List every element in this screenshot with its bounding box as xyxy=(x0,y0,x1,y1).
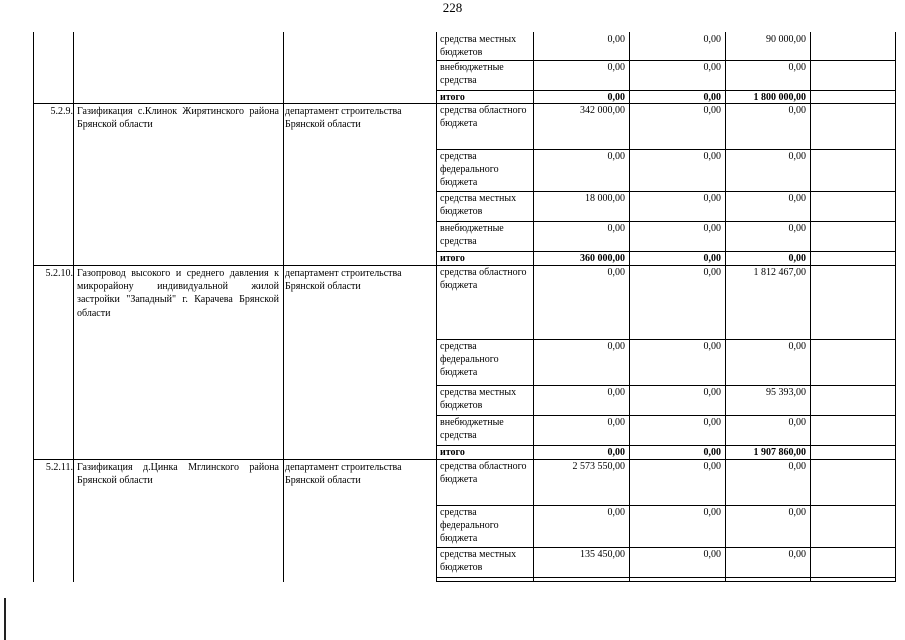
amount-value: 0,00 xyxy=(607,34,625,45)
amount-value: 18 000,00 xyxy=(585,193,625,204)
amount-value: 0,00 xyxy=(703,461,721,472)
row-divider xyxy=(436,577,895,578)
column-divider xyxy=(283,32,284,582)
amount-value: 0,00 xyxy=(703,549,721,560)
amount-value: 0,00 xyxy=(703,253,721,264)
amount-value: 0,00 xyxy=(788,62,806,73)
amount-value: 0,00 xyxy=(703,267,721,278)
page-number: 228 xyxy=(442,0,463,15)
amount-value: 0,00 xyxy=(607,62,625,73)
amount-value: 0,00 xyxy=(607,417,625,428)
amount-value: 0,00 xyxy=(788,341,806,352)
column-divider xyxy=(73,32,74,582)
amount-value: 0,00 xyxy=(703,34,721,45)
amount-value: 0,00 xyxy=(788,223,806,234)
funding-source-label: средства федерального бюджета xyxy=(440,151,499,189)
amount-value: 95 393,00 xyxy=(766,387,806,398)
project-name: Газопровод высокого и среднего давления к микрорайону индивидуальной жилой застройки "Западный" г. Карачева Брянской области xyxy=(77,268,279,319)
amount-value: 0,00 xyxy=(788,193,806,204)
budget-table xyxy=(33,32,896,582)
responsible-department: департамент строительства Брянской области xyxy=(285,106,402,131)
amount-value: 0,00 xyxy=(703,151,721,162)
amount-value: 0,00 xyxy=(703,447,721,458)
amount-value: 0,00 xyxy=(607,223,625,234)
funding-source-label: средства областного бюджета xyxy=(440,105,527,130)
amount-value: 0,00 xyxy=(788,105,806,116)
column-divider xyxy=(810,32,811,582)
project-name: Газификация с.Клинок Жирятинского района Брянской области xyxy=(77,106,279,131)
funding-source-label: средства местных бюджетов xyxy=(440,387,517,412)
amount-value: 0,00 xyxy=(788,549,806,560)
amount-value: 0,00 xyxy=(703,193,721,204)
funding-source-label: средства местных бюджетов xyxy=(440,193,517,218)
amount-value: 360 000,00 xyxy=(580,253,625,264)
amount-value: 0,00 xyxy=(788,507,806,518)
funding-source-label: итого xyxy=(440,447,465,458)
amount-value: 1 812 467,00 xyxy=(753,267,806,278)
project-name: Газификация д.Цинка Мглинского района Брянской области xyxy=(77,462,279,487)
amount-value: 0,00 xyxy=(703,387,721,398)
funding-source-label: внебюджетные средства xyxy=(440,417,504,442)
amount-value: 1 800 000,00 xyxy=(753,92,806,102)
amount-value: 0,00 xyxy=(607,267,625,278)
amount-value: 0,00 xyxy=(703,223,721,234)
amount-value: 0,00 xyxy=(703,105,721,116)
funding-source-label: итого xyxy=(440,253,465,264)
project-code: 5.2.10. xyxy=(45,268,73,279)
amount-value: 90 000,00 xyxy=(766,34,806,45)
project-code: 5.2.9. xyxy=(50,106,73,117)
column-divider xyxy=(436,32,437,582)
amount-value: 0,00 xyxy=(607,447,625,458)
amount-value: 0,00 xyxy=(788,151,806,162)
amount-value: 0,00 xyxy=(703,92,721,102)
amount-value: 0,00 xyxy=(607,387,625,398)
funding-source-label: итого xyxy=(440,92,465,102)
project-code: 5.2.11. xyxy=(45,462,73,473)
responsible-department: департамент строительства Брянской области xyxy=(285,268,402,293)
column-divider xyxy=(33,32,34,582)
responsible-department: департамент строительства Брянской области xyxy=(285,462,402,487)
funding-source-label: внебюджетные средства xyxy=(440,62,504,87)
amount-value: 0,00 xyxy=(607,341,625,352)
amount-value: 0,00 xyxy=(703,507,721,518)
amount-value: 0,00 xyxy=(703,341,721,352)
amount-value: 0,00 xyxy=(788,417,806,428)
amount-value: 2 573 550,00 xyxy=(572,461,625,472)
funding-source-label: средства федерального бюджета xyxy=(440,341,499,379)
funding-source-label: средства местных бюджетов xyxy=(440,549,517,574)
amount-value: 0,00 xyxy=(607,151,625,162)
funding-source-label: средства федерального бюджета xyxy=(440,507,499,545)
amount-value: 135 450,00 xyxy=(580,549,625,560)
table-bottom-line xyxy=(436,581,895,582)
amount-value: 0,00 xyxy=(607,92,625,102)
funding-source-label: средства областного бюджета xyxy=(440,267,527,292)
scan-edge-mark xyxy=(4,598,6,640)
amount-value: 1 907 860,00 xyxy=(753,447,806,458)
amount-value: 0,00 xyxy=(703,417,721,428)
funding-source-label: средства местных бюджетов xyxy=(440,34,517,59)
funding-source-label: средства областного бюджета xyxy=(440,461,527,486)
amount-value: 0,00 xyxy=(703,62,721,73)
amount-value: 0,00 xyxy=(788,461,806,472)
amount-value: 342 000,00 xyxy=(580,105,625,116)
amount-value: 0,00 xyxy=(607,507,625,518)
funding-source-label: внебюджетные средства xyxy=(440,223,504,248)
amount-value: 0,00 xyxy=(788,253,806,264)
